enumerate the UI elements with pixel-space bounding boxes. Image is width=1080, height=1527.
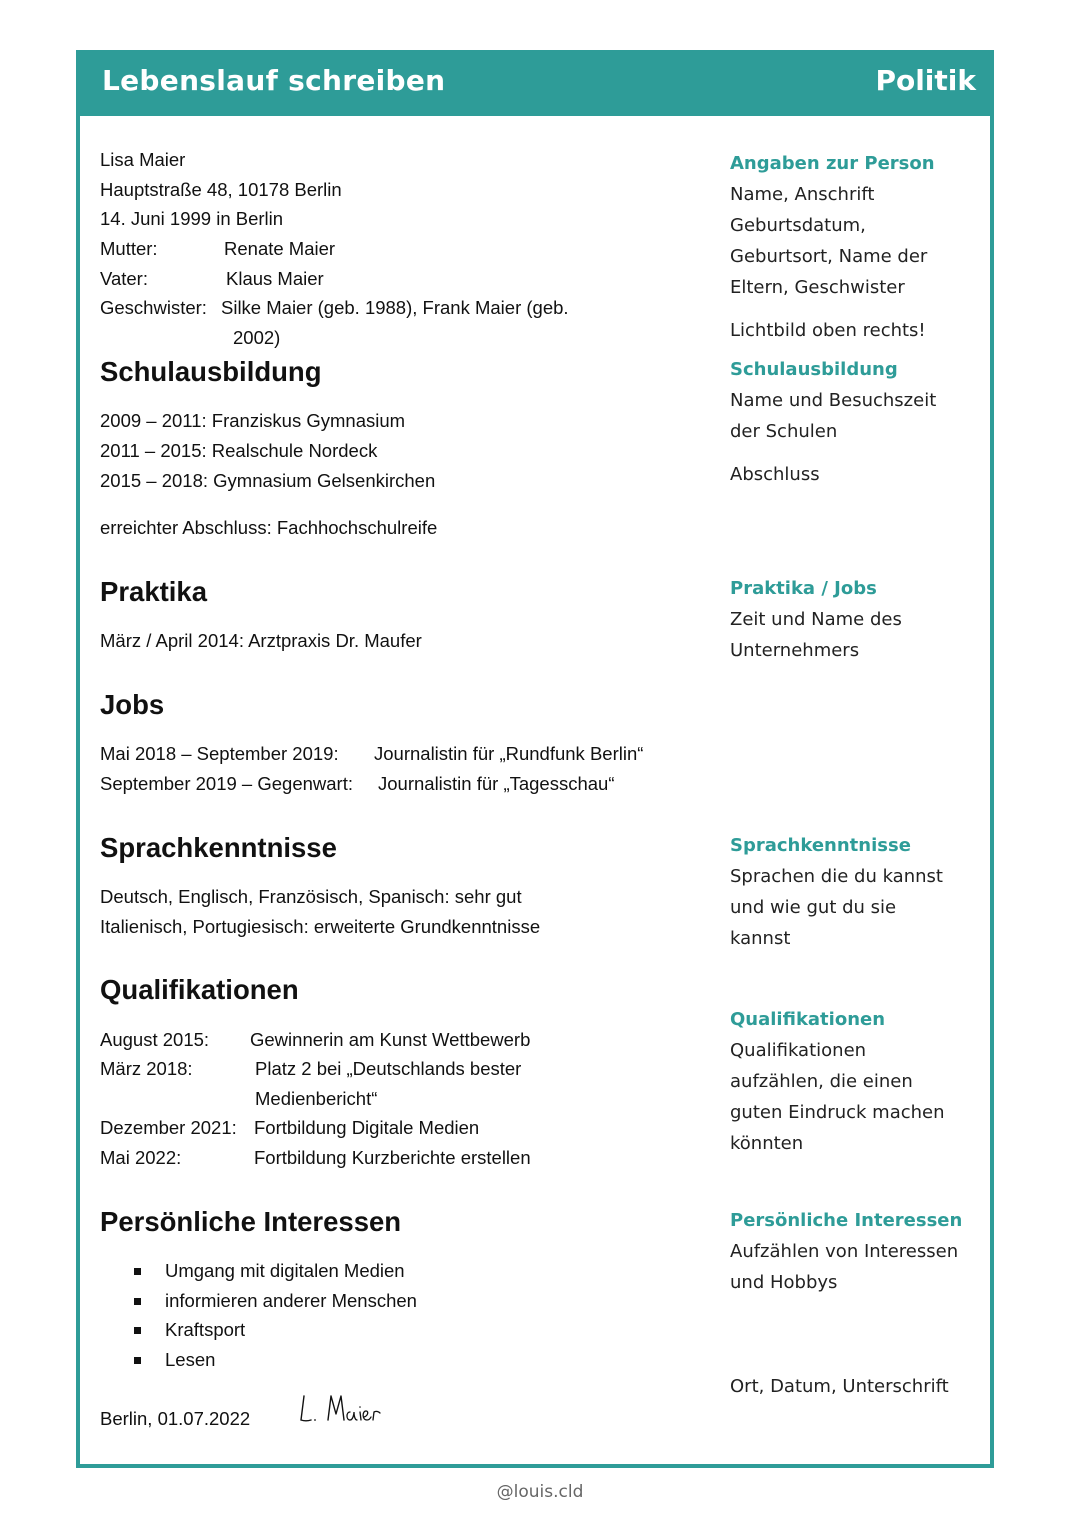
- document-title: Lebenslauf schreiben: [102, 64, 446, 97]
- sidebar-heading: Praktika / Jobs: [730, 578, 877, 599]
- sidebar-qualifications: [730, 1004, 945, 1159]
- sidebar-degree-hint: Abschluss: [730, 464, 820, 485]
- sidebar-heading: Sprachkenntnisse: [730, 835, 911, 856]
- sidebar-heading: Qualifikationen: [730, 1009, 886, 1030]
- sidebar-line: Geburtsdatum,: [730, 215, 866, 236]
- interest-item: informieren anderer Menschen: [165, 1290, 417, 1312]
- sidebar-line: Name und Besuchszeit: [730, 390, 937, 411]
- sidebar-jobs: [730, 573, 902, 666]
- interest-item: Kraftsport: [165, 1319, 245, 1341]
- father-label: Vater:: [100, 268, 148, 289]
- language-entry: Deutsch, Englisch, Französisch, Spanisch: sehr gut: [100, 886, 522, 907]
- job-period: September 2019 – Gegenwart:: [100, 773, 353, 794]
- school-degree: erreichter Abschluss: Fachhochschulreife: [100, 517, 438, 538]
- sidebar-line: Zeit und Name des: [730, 609, 902, 630]
- qualification-description: Platz 2 bei „Deutschlands bester: [255, 1058, 522, 1079]
- sidebar-heading: Schulausbildung: [730, 359, 898, 380]
- school-entry: 2009 – 2011: Franziskus Gymnasium: [100, 410, 406, 431]
- qualifications-heading: Qualifikationen: [100, 974, 299, 1005]
- sidebar-line: könnten: [730, 1133, 804, 1154]
- sidebar-heading: Persönliche Interessen: [730, 1210, 963, 1231]
- school-entry: 2015 – 2018: Gymnasium Gelsenkirchen: [100, 470, 436, 491]
- siblings-line1: Silke Maier (geb. 1988), Frank Maier (geb.: [221, 297, 569, 318]
- school-heading: Schulausbildung: [100, 356, 322, 387]
- sidebar-interests: [730, 1205, 962, 1298]
- language-entry: Italienisch, Portugiesisch: erweiterte Grundkenntnisse: [100, 916, 541, 937]
- bullet-icon: [134, 1298, 141, 1305]
- person-name: Lisa Maier: [100, 149, 186, 170]
- sidebar-line: Geburtsort, Name der: [730, 246, 928, 267]
- siblings-label: Geschwister:: [100, 297, 207, 318]
- subject-label: Politik: [875, 64, 976, 97]
- job-period: Mai 2018 – September 2019:: [100, 743, 339, 764]
- sidebar-line: kannst: [730, 928, 791, 949]
- sidebar-line: guten Eindruck machen: [730, 1102, 945, 1123]
- qualification-date: März 2018:: [100, 1058, 193, 1079]
- qualification-date: Mai 2022:: [100, 1147, 182, 1168]
- qualification-description-cont: Medienbericht“: [255, 1088, 378, 1109]
- sidebar-line: Aufzählen von Interessen: [730, 1241, 959, 1262]
- person-address: Hauptstraße 48, 10178 Berlin: [100, 179, 342, 200]
- job-description: Journalistin für „Rundfunk Berlin“: [374, 743, 644, 764]
- sidebar-languages: [730, 830, 943, 954]
- sidebar-person: [730, 148, 935, 303]
- qualification-date: August 2015:: [100, 1029, 210, 1050]
- school-entry: 2011 – 2015: Realschule Nordeck: [100, 440, 378, 461]
- internships-heading: Praktika: [100, 576, 208, 607]
- bullet-icon: [134, 1357, 141, 1364]
- sidebar-line: und Hobbys: [730, 1272, 838, 1293]
- qualification-description: Gewinnerin am Kunst Wettbewerb: [250, 1029, 531, 1050]
- sidebar-line: Qualifikationen: [730, 1040, 867, 1061]
- qualification-description: Fortbildung Kurzberichte erstellen: [254, 1147, 531, 1168]
- father-name: Klaus Maier: [226, 268, 324, 289]
- footer-credit: @louis.cld: [496, 1482, 584, 1502]
- bullet-icon: [134, 1327, 141, 1334]
- person-birth: 14. Juni 1999 in Berlin: [100, 208, 284, 229]
- mother-name: Renate Maier: [224, 238, 336, 259]
- sidebar-line: Sprachen die du kannst: [730, 866, 943, 887]
- languages-heading: Sprachkenntnisse: [100, 832, 337, 863]
- sidebar-school: [730, 354, 936, 447]
- qualification-date: Dezember 2021:: [100, 1117, 237, 1138]
- sidebar-line: Eltern, Geschwister: [730, 277, 905, 298]
- mother-label: Mutter:: [100, 238, 158, 259]
- interest-item: Umgang mit digitalen Medien: [165, 1260, 405, 1282]
- internship-entry: März / April 2014: Arztpraxis Dr. Maufer: [100, 630, 422, 651]
- sidebar-heading: Angaben zur Person: [730, 153, 935, 174]
- job-description: Journalistin für „Tagesschau“: [378, 773, 615, 794]
- photo-note: Lichtbild oben rechts!: [730, 320, 926, 341]
- sidebar-line: aufzählen, die einen: [730, 1071, 913, 1092]
- sidebar-line: Unternehmers: [730, 640, 860, 661]
- jobs-heading: Jobs: [100, 689, 165, 720]
- header-bar: [76, 50, 994, 116]
- siblings-line2: 2002): [233, 327, 281, 348]
- qualification-description: Fortbildung Digitale Medien: [254, 1117, 480, 1138]
- sidebar-line: der Schulen: [730, 421, 838, 442]
- bullet-icon: [134, 1268, 141, 1275]
- signature-image: [298, 1390, 388, 1430]
- sidebar-line: und wie gut du sie: [730, 897, 897, 918]
- interests-heading: Persönliche Interessen: [100, 1206, 402, 1237]
- interest-item: Lesen: [165, 1349, 215, 1371]
- place-date: Berlin, 01.07.2022: [100, 1408, 251, 1429]
- sidebar-line: Name, Anschrift: [730, 184, 875, 205]
- signature-hint: Ort, Datum, Unterschrift: [730, 1376, 949, 1397]
